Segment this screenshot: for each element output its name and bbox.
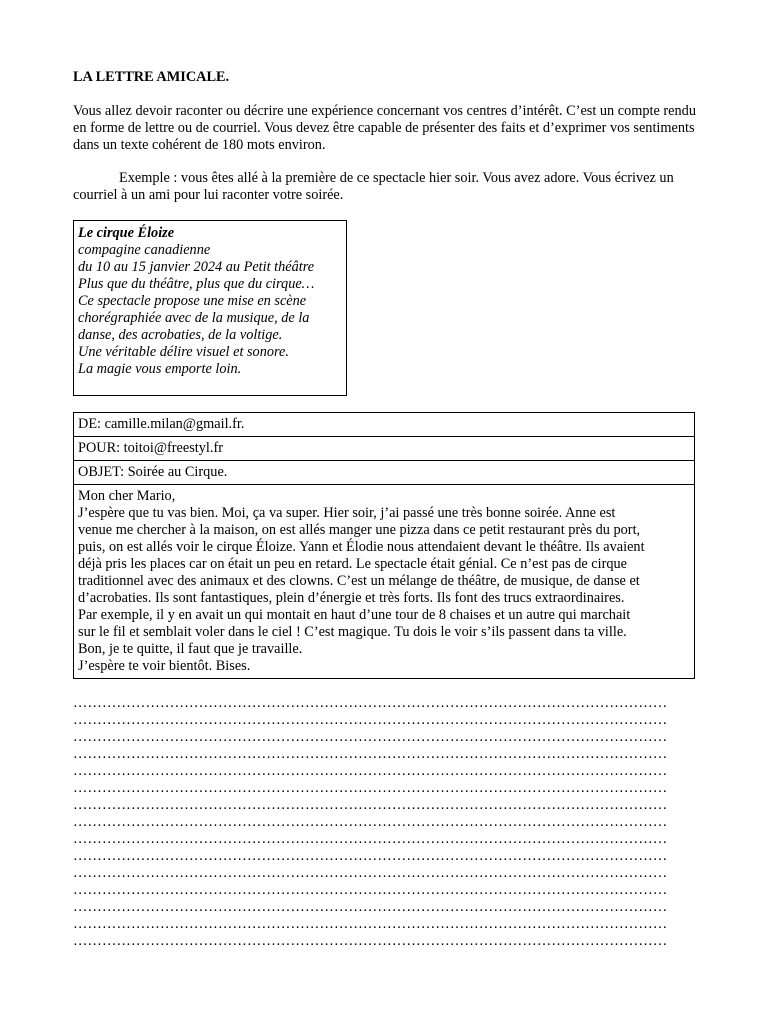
answer-line[interactable]: …………………………………………………………………………………………………………… [73,797,668,813]
answer-line[interactable]: …………………………………………………………………………………………………………… [73,848,668,864]
email-table [73,412,695,679]
answer-line[interactable]: …………………………………………………………………………………………………………… [73,933,668,949]
flyer-line: Ce spectacle propose une mise en scène [78,293,307,309]
show-flyer-box [73,220,347,396]
answer-line[interactable]: …………………………………………………………………………………………………………… [73,865,668,881]
flyer-line: chorégraphiée avec de la musique, de la [78,310,310,326]
answer-line[interactable]: …………………………………………………………………………………………………………… [73,899,668,915]
email-body [73,484,695,679]
answer-line[interactable]: …………………………………………………………………………………………………………… [73,712,668,728]
flyer-line: du 10 au 15 janvier 2024 au Petit théâtre [78,259,315,275]
email-from: DE: camille.milan@gmail.fr. [73,412,695,436]
instructions-paragraph: Vous allez devoir raconter ou décrire une expérience concernant vos centres d’intérêt. C’est un compte rendu en forme de lettre ou de courriel. Vous devez être capable de présenter des faits et d’exprimer vos sentiments dans un texte cohérent de 180 mots environ. [73,103,696,153]
answer-line[interactable]: …………………………………………………………………………………………………………… [73,882,668,898]
flyer-line: compagine canadienne [78,242,211,258]
flyer-line: Une véritable délire visuel et sonore. [78,344,289,360]
answer-line[interactable]: …………………………………………………………………………………………………………… [73,695,668,711]
answer-line[interactable]: …………………………………………………………………………………………………………… [73,763,668,779]
email-body-line: déjà pris les places car on était un peu en retard. Le spectacle était génial. Ce n’est pas de cirque [78,556,627,572]
answer-lines [73,695,693,950]
email-body-line: traditionnel avec des animaux et des clowns. C’est un mélange de théâtre, de musique, de danse et [78,573,640,589]
answer-line[interactable]: …………………………………………………………………………………………………………… [73,746,668,762]
email-body-line: venue me chercher à la maison, on est allés manger une pizza dans ce petit restaurant près du port, [78,522,641,538]
flyer-line: La magie vous emporte loin. [78,361,242,377]
flyer-line: danse, des acrobaties, de la voltige. [78,327,283,343]
email-body-line: sur le fil et semblait voler dans le ciel ! C’est magique. Tu dois le voir s’ils passent dans ta ville. [78,624,627,640]
answer-line[interactable]: …………………………………………………………………………………………………………… [73,729,668,745]
email-body-line: Mon cher Mario, [78,488,176,504]
page-title: LA LETTRE AMICALE. [73,69,230,85]
email-body-line: Bon, je te quitte, il faut que je travaille. [78,641,303,657]
email-body-line: puis, on est allés voir le cirque Éloize. Yann et Élodie nous attendaient devant le théâtre. Ils avaient [78,539,645,555]
answer-line[interactable]: …………………………………………………………………………………………………………… [73,780,668,796]
email-body-line: J’espère que tu vas bien. Moi, ça va super. Hier soir, j’ai passé une très bonne soirée. Anne est [78,505,616,521]
email-body-line: d’acrobaties. Ils sont fantastiques, plein d’énergie et très forts. Ils font des trucs extraordinaires. [78,590,625,606]
flyer-line: Plus que du théâtre, plus que du cirque… [78,276,315,292]
answer-line[interactable]: …………………………………………………………………………………………………………… [73,916,668,932]
email-body-line: Par exemple, il y en avait un qui montait en haut d’une tour de 8 chaises et un autre qui marchait [78,607,631,623]
example-paragraph: Exemple : vous êtes allé à la première de ce spectacle hier soir. Vous avez adore. Vous écrivez un courriel à un ami pour lui raconter votre soirée. [73,170,674,203]
email-subject: OBJET: Soirée au Cirque. [73,460,695,484]
answer-line[interactable]: …………………………………………………………………………………………………………… [73,831,668,847]
flyer-title: Le cirque Éloize [78,225,175,241]
email-body-line: J’espère te voir bientôt. Bises. [78,658,251,674]
answer-line[interactable]: …………………………………………………………………………………………………………… [73,814,668,830]
email-to: POUR: toitoi@freestyl.fr [73,436,695,460]
